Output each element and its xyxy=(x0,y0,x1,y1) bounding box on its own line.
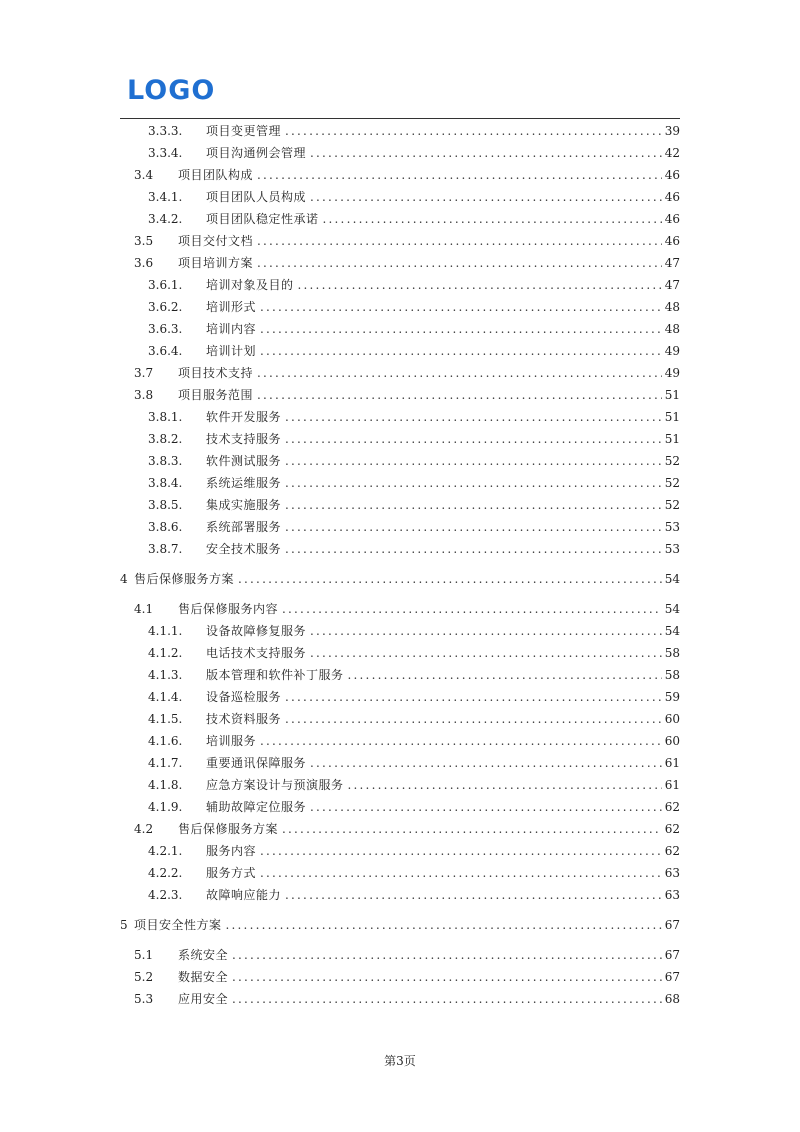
toc-entry[interactable] xyxy=(148,797,680,817)
toc-entry-number: 3.4.1. xyxy=(148,190,183,204)
toc-entry-number: 3.6.1. xyxy=(148,278,183,292)
toc-entry-number: 4 xyxy=(120,572,128,586)
toc-entry-page: 63 xyxy=(664,866,680,880)
toc-entry-number: 3.5 xyxy=(134,234,154,248)
toc-entry-number: 4.1.5. xyxy=(148,712,183,726)
toc-dot-leader xyxy=(285,709,662,729)
toc-entry-page: 39 xyxy=(664,124,680,138)
toc-entry[interactable] xyxy=(148,297,680,317)
toc-entry-number: 4.1.9. xyxy=(148,800,183,814)
toc-dot-leader xyxy=(285,407,662,427)
toc-entry-title: 培训计划 xyxy=(206,344,257,358)
toc-dot-leader xyxy=(285,495,662,515)
toc-entry-number: 4.2 xyxy=(134,822,154,836)
toc-entry-number: 3.8 xyxy=(134,388,154,402)
toc-entry-number: 4.1.4. xyxy=(148,690,183,704)
toc-dot-leader xyxy=(285,539,662,559)
toc-dot-leader xyxy=(257,165,662,185)
toc-dot-leader xyxy=(260,863,662,883)
toc-dot-leader xyxy=(260,319,662,339)
toc-entry-number: 3.8.4. xyxy=(148,476,183,490)
toc-dot-leader xyxy=(285,121,662,141)
toc-entry[interactable] xyxy=(148,709,680,729)
toc-entry-page: 61 xyxy=(664,778,680,792)
toc-entry-page: 46 xyxy=(664,168,680,182)
toc-entry[interactable] xyxy=(134,385,680,405)
toc-entry-page: 42 xyxy=(664,146,680,160)
toc-dot-leader xyxy=(285,885,662,905)
toc-entry[interactable] xyxy=(134,231,680,251)
toc-entry-page: 62 xyxy=(664,800,680,814)
toc-entry-page: 51 xyxy=(664,388,680,402)
toc-entry-page: 63 xyxy=(664,888,680,902)
toc-entry[interactable] xyxy=(148,319,680,339)
toc-dot-leader xyxy=(285,429,662,449)
toc-entry-number: 4.2.1. xyxy=(148,844,183,858)
toc-entry[interactable] xyxy=(120,915,680,935)
toc-entry-page: 53 xyxy=(664,542,680,556)
toc-dot-leader xyxy=(232,967,662,987)
toc-entry[interactable] xyxy=(148,863,680,883)
toc-entry-number: 4.2.2. xyxy=(148,866,183,880)
toc-entry-page: 52 xyxy=(664,498,680,512)
toc-entry-title: 设备巡检服务 xyxy=(206,690,282,704)
toc-entry-title: 项目培训方案 xyxy=(178,256,254,270)
toc-entry-page: 60 xyxy=(664,734,680,748)
toc-entry-page: 46 xyxy=(664,234,680,248)
toc-entry-page: 52 xyxy=(664,454,680,468)
toc-dot-leader xyxy=(310,621,662,641)
toc-entry[interactable] xyxy=(148,665,680,685)
toc-entry-number: 3.8.7. xyxy=(148,542,183,556)
toc-entry-title: 项目团队人员构成 xyxy=(206,190,307,204)
toc-dot-leader xyxy=(257,363,662,383)
toc-entry-page: 67 xyxy=(664,948,680,962)
toc-entry[interactable] xyxy=(148,495,680,515)
toc-entry-title: 项目安全性方案 xyxy=(134,918,222,932)
toc-entry-number: 3.8.1. xyxy=(148,410,183,424)
toc-entry[interactable] xyxy=(148,885,680,905)
toc-entry-number: 4.1.3. xyxy=(148,668,183,682)
toc-entry-title: 项目变更管理 xyxy=(206,124,282,138)
toc-entry[interactable] xyxy=(148,775,680,795)
toc-dot-leader xyxy=(348,775,662,795)
toc-entry[interactable] xyxy=(148,753,680,773)
toc-entry-number: 4.1 xyxy=(134,602,154,616)
toc-entry[interactable] xyxy=(134,599,680,619)
toc-entry-number: 3.6.3. xyxy=(148,322,183,336)
header-divider xyxy=(120,118,680,119)
toc-entry-title: 服务内容 xyxy=(206,844,257,858)
toc-entry[interactable] xyxy=(148,275,680,295)
toc-entry[interactable] xyxy=(134,945,680,965)
toc-entry-title: 版本管理和软件补丁服务 xyxy=(206,668,344,682)
toc-entry[interactable] xyxy=(148,473,680,493)
toc-dot-leader xyxy=(285,687,662,707)
toc-entry-title: 安全技术服务 xyxy=(206,542,282,556)
toc-entry-page: 46 xyxy=(664,212,680,226)
toc-entry[interactable] xyxy=(148,187,680,207)
toc-entry-number: 3.8.3. xyxy=(148,454,183,468)
toc-dot-leader xyxy=(285,451,662,471)
toc-entry-title: 项目技术支持 xyxy=(178,366,254,380)
toc-entry-number: 5.1 xyxy=(134,948,154,962)
toc-entry-title: 技术支持服务 xyxy=(206,432,282,446)
toc-entry-title: 故障响应能力 xyxy=(206,888,282,902)
toc-entry-page: 67 xyxy=(664,918,680,932)
toc-entry-title: 软件测试服务 xyxy=(206,454,282,468)
toc-dot-leader xyxy=(257,253,662,273)
toc-entry-title: 应急方案设计与预演服务 xyxy=(206,778,344,792)
toc-entry[interactable] xyxy=(148,429,680,449)
toc-dot-leader xyxy=(238,569,662,589)
toc-entry-number: 4.2.3. xyxy=(148,888,183,902)
toc-entry-title: 项目团队构成 xyxy=(178,168,254,182)
toc-entry-number: 4.1.8. xyxy=(148,778,183,792)
toc-entry-page: 52 xyxy=(664,476,680,490)
toc-entry-number: 3.8.5. xyxy=(148,498,183,512)
toc-entry-number: 5 xyxy=(120,918,128,932)
toc-entry-title: 项目服务范围 xyxy=(178,388,254,402)
toc-entry-number: 5.3 xyxy=(134,992,154,1006)
toc-entry-title: 设备故障修复服务 xyxy=(206,624,307,638)
toc-entry-number: 3.6 xyxy=(134,256,154,270)
toc-entry-title: 电话技术支持服务 xyxy=(206,646,307,660)
toc-dot-leader xyxy=(260,841,662,861)
toc-dot-leader xyxy=(232,945,662,965)
toc-entry-page: 68 xyxy=(664,992,680,1006)
toc-entry-page: 53 xyxy=(664,520,680,534)
toc-entry-title: 售后保修服务方案 xyxy=(178,822,279,836)
toc-entry[interactable] xyxy=(120,569,680,589)
toc-entry-page: 54 xyxy=(664,624,680,638)
toc-dot-leader xyxy=(285,473,662,493)
toc-entry-page: 48 xyxy=(664,322,680,336)
toc-entry-title: 软件开发服务 xyxy=(206,410,282,424)
toc-dot-leader xyxy=(257,385,662,405)
logo: LOGO xyxy=(127,75,216,106)
toc-entry-page: 48 xyxy=(664,300,680,314)
toc-entry-page: 60 xyxy=(664,712,680,726)
toc-entry-page: 51 xyxy=(664,410,680,424)
toc-entry[interactable] xyxy=(148,731,680,751)
toc-entry-page: 49 xyxy=(664,344,680,358)
toc-entry[interactable] xyxy=(148,517,680,537)
toc-dot-leader xyxy=(348,665,662,685)
toc-entry-number: 3.4.2. xyxy=(148,212,183,226)
toc-dot-leader xyxy=(310,753,662,773)
toc-entry[interactable] xyxy=(134,253,680,273)
toc-entry[interactable] xyxy=(148,841,680,861)
toc-entry-number: 4.1.6. xyxy=(148,734,183,748)
toc-entry-title: 售后保修服务方案 xyxy=(134,572,235,586)
toc-entry-number: 4.1.7. xyxy=(148,756,183,770)
toc-entry-page: 62 xyxy=(664,822,680,836)
toc-entry-page: 47 xyxy=(664,256,680,270)
toc-entry[interactable] xyxy=(148,143,680,163)
toc-entry-title: 技术资料服务 xyxy=(206,712,282,726)
toc-entry-title: 培训服务 xyxy=(206,734,257,748)
toc-entry[interactable] xyxy=(134,967,680,987)
toc-entry-title: 集成实施服务 xyxy=(206,498,282,512)
toc-dot-leader xyxy=(260,297,662,317)
toc-entry[interactable] xyxy=(148,341,680,361)
toc-dot-leader xyxy=(282,819,662,839)
page-number: 第3页 xyxy=(384,1054,416,1068)
toc-entry-page: 54 xyxy=(664,572,680,586)
toc-entry-number: 3.4 xyxy=(134,168,154,182)
toc-entry[interactable] xyxy=(148,643,680,663)
toc-entry-title: 系统安全 xyxy=(178,948,229,962)
toc-entry-number: 3.3.4. xyxy=(148,146,183,160)
toc-entry-number: 3.3.3. xyxy=(148,124,183,138)
toc-entry[interactable] xyxy=(134,165,680,185)
toc-entry-page: 51 xyxy=(664,432,680,446)
toc-entry-page: 67 xyxy=(664,970,680,984)
toc-entry-title: 项目团队稳定性承诺 xyxy=(206,212,319,226)
toc-dot-leader xyxy=(260,341,662,361)
toc-entry-page: 49 xyxy=(664,366,680,380)
toc-entry-page: 58 xyxy=(664,668,680,682)
toc-entry-page: 62 xyxy=(664,844,680,858)
toc-entry-number: 3.7 xyxy=(134,366,154,380)
toc-entry-page: 59 xyxy=(664,690,680,704)
toc-entry[interactable] xyxy=(148,621,680,641)
toc-dot-leader xyxy=(323,209,662,229)
toc-dot-leader xyxy=(310,187,662,207)
toc-entry-page: 46 xyxy=(664,190,680,204)
toc-entry-number: 3.8.6. xyxy=(148,520,183,534)
toc-entry[interactable] xyxy=(148,451,680,471)
toc-entry[interactable] xyxy=(148,539,680,559)
toc-entry-title: 售后保修服务内容 xyxy=(178,602,279,616)
toc-entry-page: 58 xyxy=(664,646,680,660)
toc-entry[interactable] xyxy=(134,363,680,383)
toc-dot-leader xyxy=(226,915,662,935)
toc-entry-number: 4.1.1. xyxy=(148,624,183,638)
toc-dot-leader xyxy=(232,989,662,1009)
toc-entry-title: 系统部署服务 xyxy=(206,520,282,534)
toc-entry-number: 3.6.2. xyxy=(148,300,183,314)
toc-entry[interactable] xyxy=(134,819,680,839)
toc-entry-title: 培训内容 xyxy=(206,322,257,336)
toc-entry-number: 3.6.4. xyxy=(148,344,183,358)
toc-entry-number: 5.2 xyxy=(134,970,154,984)
toc-dot-leader xyxy=(310,797,662,817)
toc-entry-title: 培训形式 xyxy=(206,300,257,314)
toc-entry[interactable] xyxy=(148,121,680,141)
toc-dot-leader xyxy=(310,643,662,663)
toc-dot-leader xyxy=(310,143,662,163)
toc-entry-title: 项目交付文档 xyxy=(178,234,254,248)
toc-entry[interactable] xyxy=(148,687,680,707)
toc-entry-title: 重要通讯保障服务 xyxy=(206,756,307,770)
toc-entry-page: 47 xyxy=(664,278,680,292)
toc-entry-title: 辅助故障定位服务 xyxy=(206,800,307,814)
toc-dot-leader xyxy=(260,731,662,751)
toc-dot-leader xyxy=(285,517,662,537)
toc-entry-title: 应用安全 xyxy=(178,992,229,1006)
toc-entry-title: 数据安全 xyxy=(178,970,229,984)
toc-entry[interactable] xyxy=(134,989,680,1009)
toc-entry-title: 项目沟通例会管理 xyxy=(206,146,307,160)
toc-entry-number: 4.1.2. xyxy=(148,646,183,660)
toc-entry-page: 61 xyxy=(664,756,680,770)
toc-dot-leader xyxy=(257,231,662,251)
toc-entry[interactable] xyxy=(148,209,680,229)
toc-entry-title: 服务方式 xyxy=(206,866,257,880)
toc-entry[interactable] xyxy=(148,407,680,427)
toc-dot-leader xyxy=(298,275,662,295)
toc-entry-number: 3.8.2. xyxy=(148,432,183,446)
toc-dot-leader xyxy=(282,599,662,619)
toc-entry-page: 54 xyxy=(664,602,680,616)
toc-entry-title: 系统运维服务 xyxy=(206,476,282,490)
toc-entry-title: 培训对象及目的 xyxy=(206,278,294,292)
